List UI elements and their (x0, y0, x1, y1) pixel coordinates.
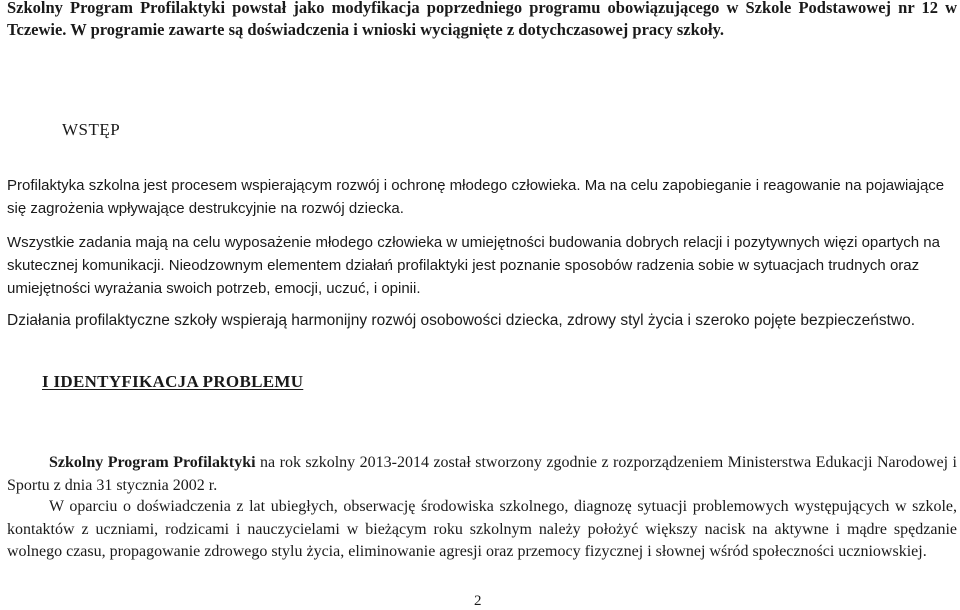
page-number: 2 (474, 593, 482, 609)
identyfikacja-paragraph-1-text: na rok szkolny 2013-2014 został stworzony zgodnie z rozporządzeniem Ministerstwa Edukacji Narodowej i Sportu z dnia 31 stycznia 2002 r. (7, 454, 958, 494)
wstep-paragraph-3: Działania profilaktyczne szkoły wspierają harmonijny rozwój osobowości dziecka, zdrowy styl życia i szeroko pojęte bezpieczeństwo. (7, 312, 915, 329)
wstep-paragraph-1: Profilaktyka szkolna jest procesem wspierającym rozwój i ochronę młodego człowieka. Ma na celu zapobieganie i reagowanie na pojawiające się zagrożenia wpływające destrukcyjnie na rozwój dziecka. (7, 177, 945, 217)
identyfikacja-paragraph-2-text: W oparciu o doświadczenia z lat ubiegłych, obserwację środowiska szkolnego, diagnozę sytuacji problemowych występujących w szkole, kontaktów z uczniami, rodzicami i nauczycielami w bieżącym roku szkolnym należy położyć większy nacisk na aktywne i mądre spędzanie wolnego czasu, propagowanie zdrowego stylu życia, eliminowanie agresji oraz przemocy fizycznej i słownej wśród społeczności uczniowskiej. (7, 498, 957, 560)
identyfikacja-paragraph-1 (7, 452, 957, 497)
program-name-bold: Szkolny Program Profilaktyki (49, 454, 256, 471)
intro-paragraph: Szkolny Program Profilaktyki powstał jako modyfikacja poprzedniego programu obowiązującego w Szkole Podstawowej nr 12 w Tczewie. W programie zawarte są doświadczenia i wnioski wyciągnięte z dotychczasowej pracy szkoły. (7, 0, 957, 39)
wstep-paragraph-2: Wszystkie zadania mają na celu wyposażenie młodego człowieka w umiejętności budowania dobrych relacji i pozytywnych więzi opartych na skutecznej komunikacji. Nieodzownym elementem działań profilaktyki jest poznanie sposobów radzenia sobie w sytuacjach trudnych oraz umiejętności wyrażania swoich potrzeb, emocji, uczuć, i opinii. (7, 234, 940, 297)
identyfikacja-paragraph-2 (7, 496, 957, 564)
section-heading-wstep: WSTĘP (62, 120, 121, 139)
section-heading-identyfikacja: I IDENTYFIKACJA PROBLEMU (42, 372, 304, 391)
